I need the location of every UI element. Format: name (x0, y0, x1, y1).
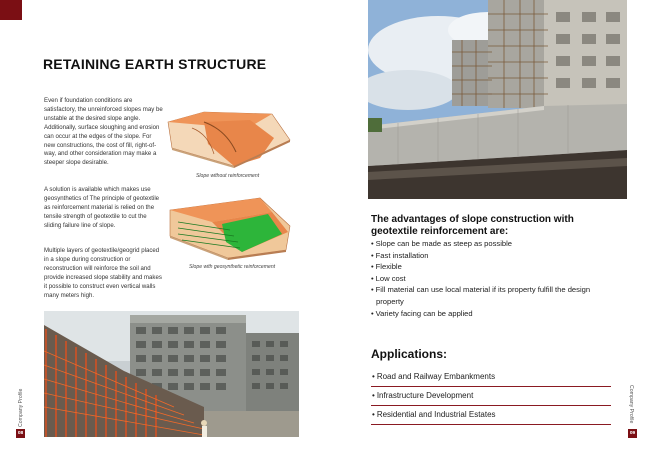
slope-with-geosynthetic-reinforcement-diagram (164, 192, 294, 262)
page-title: RETAINING EARTH STRUCTURE (43, 56, 267, 72)
applications-list (371, 368, 611, 425)
right-page-footer (626, 385, 638, 440)
corner-accent-tab (0, 0, 22, 20)
layers-paragraph: Multiple layers of geotextile/geogrid placed in a slope during construction or reconstruction will reinforce the soil and provide increased slope stability and makes it possible to construct even vertical walls many meters high. (44, 247, 162, 299)
company-profile-label: Company Profile (18, 388, 24, 427)
list-item: • Low cost (371, 273, 616, 285)
figure-2-caption: Slope with geosynthetic reinforcement (189, 264, 276, 270)
applications-heading: Applications: (371, 347, 448, 361)
list-item: • Fill material can use local material if its property fulfill the design property (371, 284, 616, 307)
page-number: 08 (17, 431, 24, 436)
list-item: • Flexible (371, 261, 616, 273)
list-item: • Fast installation (371, 250, 616, 262)
list-item: • Infrastructure Development (371, 387, 611, 406)
list-item: • Variety facing can be applied (371, 308, 616, 320)
figure-1-caption: Slope without reinforcement (196, 173, 260, 179)
left-page-footer (14, 385, 26, 440)
solution-paragraph: A solution is available which makes use geosynthetics of The principle of geotextile as reinforcement material is relied on the tensile strength of geotextile to cut the sliding failure line of slope. (44, 186, 160, 229)
slope-without-reinforcement-diagram (164, 100, 294, 170)
list-item: • Slope can be made as steep as possible (371, 238, 616, 250)
intro-paragraph: Even if foundation conditions are satisfactory, the unreinforced slopes may be unstable at the desired slope angle. Additionally, surface sloughing and erosion can occur at the edges of the slope. For new constructions, the cost of fill, right-of-way, and other consideration may make a steeper slope desirable. (44, 97, 163, 167)
advantages-heading: The advantages of slope construction with geotextile reinforcement are: (371, 214, 574, 237)
advantages-list (371, 238, 616, 319)
page-number: 09 (629, 431, 636, 436)
retaining-wall-photo (368, 0, 627, 199)
company-profile-label: Company Profile (628, 385, 634, 424)
list-item: • Road and Railway Embankments (371, 368, 611, 387)
list-item: • Residential and Industrial Estates (371, 406, 611, 425)
construction-site-photo (44, 311, 299, 437)
